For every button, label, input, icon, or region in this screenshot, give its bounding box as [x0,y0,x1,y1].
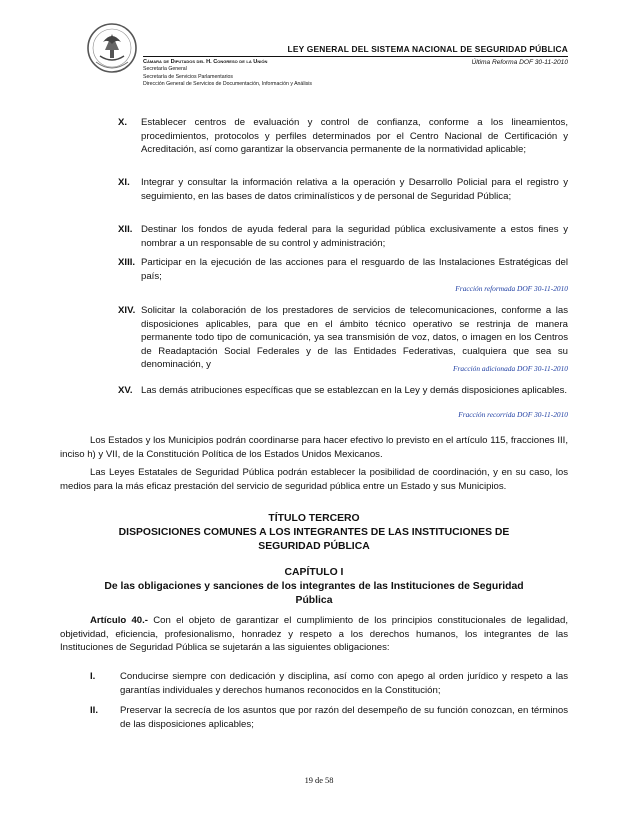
coat-of-arms-seal-icon [86,20,138,78]
paragraph-text: Las Leyes Estatales de Seguridad Pública podrán establecer la posibilidad de coordinación, y en su caso, los medios para la más eficaz prestación del servicio de seguridad pública entre un Estado y sus Municipios. [60,467,568,492]
fraction-number: XII. [118,224,133,235]
fraction-number: XIV. [118,305,136,316]
article-label: Artículo 40.- [90,615,149,626]
chapter-heading [60,566,568,608]
reform-note: Fracción reformada DOF 30-11-2010 [455,284,568,293]
title-heading [60,512,568,554]
office-general-secretariat: Secretaría General [143,66,187,73]
law-title-header: LEY GENERAL DEL SISTEMA NACIONAL DE SEGURIDAD PÚBLICA [287,44,568,54]
page-number: 19 de 58 [304,776,334,785]
title-name-line1: DISPOSICIONES COMUNES A LOS INTEGRANTES DE LAS INSTITUCIONES DE [118,527,510,538]
fraction-text: Integrar y consultar la información relativa a la operación y Desarrollo Policial para el registro y seguimiento, en las bases de datos criminalísticos y de personal de Seguridad Pública; [141,177,568,202]
obligation-number: II. [90,705,98,716]
institution-block [143,59,312,89]
title-number: TÍTULO TERCERO [268,513,360,524]
addition-note: Fracción adicionada DOF 30-11-2010 [452,364,568,373]
paragraph-state-laws [60,466,568,493]
chapter-name-line1: De las obligaciones y sanciones de los integrantes de las Instituciones de Seguridad [104,581,524,592]
chapter-number: CAPÍTULO I [284,567,344,578]
chapter-name-line2: Pública [295,595,333,606]
fraction-number: XI. [118,177,130,188]
office-documentation: Dirección General de Servicios de Documentación, Información y Análisis [143,81,312,88]
header-divider [143,56,568,57]
fraction-text: Participar en la ejecución de las acciones para el resguardo de las Instalaciones Estratégicas del país; [141,257,568,282]
fraction-text: Las demás atribuciones específicas que se establezcan en la Ley y demás disposiciones aplicables. [141,385,568,396]
article-40 [60,614,568,655]
relocation-note: Fracción recorrida DOF 30-11-2010 [458,410,568,419]
fraction-number: XIII. [118,257,136,268]
fraction-number: XV. [118,385,133,396]
obligation-text: Preservar la secrecía de los asuntos que por razón del desempeño de su función conozcan, en términos de las disposiciones aplicables; [120,705,568,730]
last-reform-date: Última Reforma DOF 30-11-2010 [471,59,568,66]
fraction-number: X. [118,117,128,128]
fraction-text: Destinar los fondos de ayuda federal para la seguridad pública exclusivamente a estos fines y nombrar a un responsable de su control y administración; [141,224,568,249]
article-text: Con el objeto de garantizar el cumplimiento de los principios constitucionales de legalidad, objetividad, eficiencia, profesionalismo, honradez y respeto a los derechos humanos, los integrantes de las Instituciones de Seguridad Pública se sujetarán a las siguientes obligaciones: [60,615,568,654]
title-name-line2: SEGURIDAD PÚBLICA [258,541,370,552]
obligation-number: I. [90,671,96,682]
paragraph-text: Los Estados y los Municipios podrán coordinarse para hacer efectivo lo previsto en el artículo 115, fracciones III, inciso h) y VII, de la Constitución Política de los Estados Unidos Mexicanos. [60,435,568,460]
institution-name: Cámara de Diputados del H. Congreso de la Unión [143,59,268,65]
office-parliamentary-services: Secretaría de Servicios Parlamentarios [143,73,233,80]
obligation-text: Conducirse siempre con dedicación y disciplina, así como con apego al orden jurídico y respeto a las garantías individuales y derechos humanos reconocidos en la Constitución; [120,671,568,696]
fraction-text: Solicitar la colaboración de los prestadores de servicios de telecomunicaciones, conforme a las disposiciones aplicables, para que en el ámbito técnico operativo se restrinja de manera permanente todo tipo de comunicación, ya sea transmisión de voz, datos, o imagen en los Centros de Readaptación Social Federales y de las Entidades Federativas, cualquiera que sea su denominación, y [141,305,568,371]
fraction-text: Establecer centros de evaluación y control de confianza, conforme a los lineamientos, procedimientos, protocolos y perfiles determinados por el Centro Nacional de Certificación y Acreditación, así como garantizar la observancia permanente de la normatividad aplicable; [141,117,568,156]
paragraph-coordination [60,434,568,461]
